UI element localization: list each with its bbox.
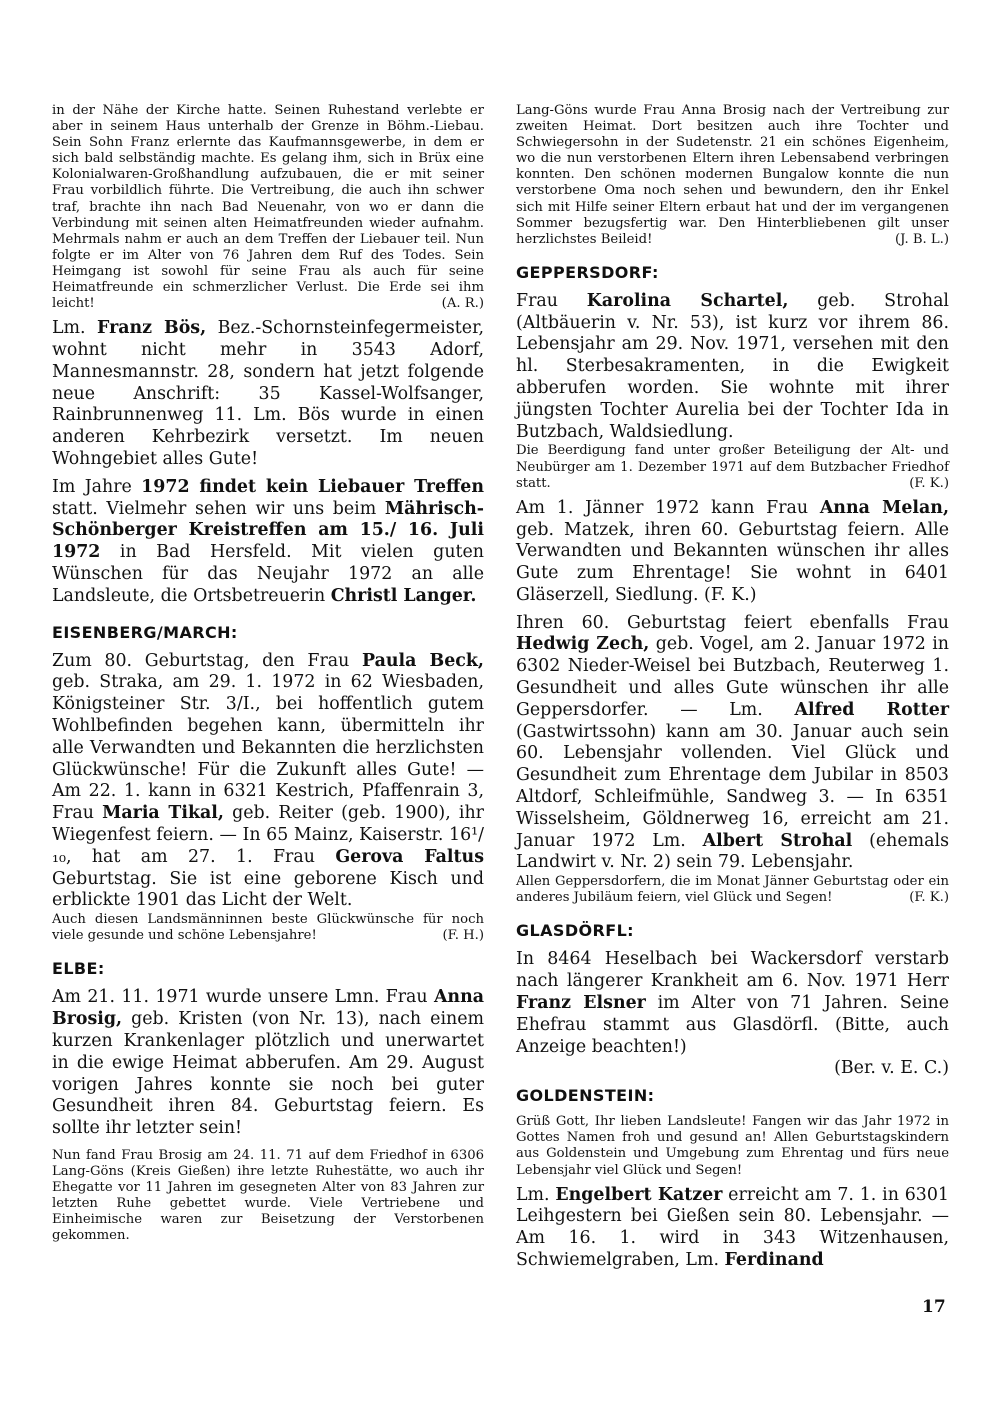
schartel-burial-note: Die Beerdigung fand unter großer Beteiligung der Alt- und Neubürger am 1. Dezember 1971 auf dem Butzbacher Friedhof statt. (F. K.) — [516, 443, 949, 491]
section-heading-elbe: ELBE: — [52, 959, 105, 979]
signature: (F. H.) — [442, 928, 484, 944]
notice-engelbert-katzer: Lm. Engelbert Katzer erreicht am 7. 1. in 6301 Leihgestern bei Gießen sein 80. Lebensjahr. — Am 16. 1. wird in 343 Witzenhausen, Schwiemelgraben, Lm. Ferdinand — [516, 1184, 949, 1270]
signature: (J. B. L.) — [895, 231, 949, 247]
page-number: 17 — [922, 1297, 946, 1317]
signature: (F. K.) — [909, 890, 949, 906]
brosig-burial-note: Nun fand Frau Brosig am 24. 11. 71 auf dem Friedhof in 6306 Lang-Göns (Kreis Gießen) ihre letzte Ruhestätte, wo auch ihr Ehegatte vor 11 Jahren im gesegneten Alter von 83 Jahren zur letzten Ruhe gebettet wurde. Viele Vertriebene und Einheimische waren zur Beisetzung der Verstorbenen gekommen. — [52, 1147, 484, 1244]
notice-anna-brosig: Am 21. 11. 1971 wurde unsere Lmn. Frau Anna Brosig, geb. Kristen (von Nr. 13), nach einem kurzen Krankenlager plötzlich und unerwartet in die ewige Heimat abberufen. Am 29. August vorigen Jahres konnte sie noch bei guter Gesundheit ihren 84. Geburtstag feiern. Es sollte ihr letzter sein! — [52, 987, 484, 1139]
right-column — [516, 103, 949, 1272]
notice-franz-elsner: In 8464 Heselbach bei Wackersdorf verstarb nach längerer Krankheit am 6. Nov. 1971 Herr Franz Elsner im Alter von 71 Jahren. Seine Ehefrau stammt aus Glasdörfl. (Bitte, auch Anzeige beachten!) (Ber. v. E. C.) — [516, 949, 949, 1079]
section-heading-goldenstein: GOLDENSTEIN: — [516, 1086, 655, 1106]
notice-geppersdorf-birthdays: Ihren 60. Geburtstag feiert ebenfalls Frau Hedwig Zech, geb. Vogel, am 2. Januar 1972 in 6302 Nieder-Weisel bei Butzbach, Reuterweg 1. Gesundheit und alles Gute wünschen ihr alle Geppersdorfer. — Lm. Alfred Rotter (Gastwirtssohn) kann am 30. Januar auch sein 60. Lebensjahr vollenden. Viel Glück und Gesundheit zum Ehrentage dem Jubilar in 8503 Altdorf, Schleifmühle, Sandweg 3. — In 6351 Wisselsheim, Göldnerweg 16, erreicht am 21. Januar 1972 Lm. Albert Strohal (ehemals Landwirt v. Nr. 2) sein 79. Lebensjahr. — [516, 612, 949, 873]
eisenberg-greeting: Auch diesen Landsmänninnen beste Glückwünsche für noch viele gesunde und schöne Lebensjahre! (F. H.) — [52, 912, 484, 944]
person-name: Franz Bös, — [97, 318, 207, 339]
notice-liebauer-treffen: Im Jahre 1972 findet kein Liebauer Treffen statt. Vielmehr sehen wir uns beim Mährisch-Schönberger Kreistreffen am 15./ 16. Juli 1972 in Bad Hersfeld. Mit vielen guten Wünschen für das Neujahr 1972 an alle Landsleute, die Ortsbetreuerin Christl Langer. — [52, 476, 484, 606]
goldenstein-greeting: Grüß Gott, Ihr lieben Landsleute! Fangen wir das Jahr 1972 in Gottes Namen froh und gesund an! Allen Geburtstagskindern aus Goldenstein und Umgebung zum Ehrentag und fürs neue Lebensjahr viel Glück und Segen! — [516, 1114, 949, 1178]
section-heading-geppersdorf: GEPPERSDORF: — [516, 262, 659, 282]
brosig-continuation: Lang-Göns wurde Frau Anna Brosig nach der Vertreibung zur zweiten Heimat. Dort besitzen auch ihre Tochter und Schwiegersohn in der Sudetenstr. 21 ein schönes Eigenheim, wo die nun verstorbenen Eltern ihren Lebensabend verbringen konnten. Den schönen modernen Bungalow konnte die nun verstorbene Oma noch sehen und bewundern, den ihr Enkel sich mit Hilfe seiner Eltern erbaut hat und der im vergangenen Sommer bezugsfertig war. Den Hinterbliebenen gilt unser herzlichstes Beileid! (J. B. L.) — [516, 103, 949, 247]
notice-karolina-schartel: Frau Karolina Schartel, geb. Strohal (Altbäuerin v. Nr. 53), ist kurz vor ihrem 86. Lebensjahr am 29. Nov. 1971, versehen mit den hl. Sterbesakramenten, in die Ewigkeit abberufen worden. Sie wohnte mit ihrer jüngsten Tochter Aurelia bei der Tochter Ida in Butzbach, Waldsiedlung. — [516, 290, 949, 442]
section-heading-glasdoerfl: GLASDÖRFL: — [516, 921, 634, 941]
section-heading-eisenberg: EISENBERG/MARCH: — [52, 622, 238, 642]
geppersdorf-greeting: Allen Geppersdorfern, die im Monat Jänner Geburtstag oder ein anderes Jubiläum feiern, viel Glück und Segen! (F. K.) — [516, 874, 949, 906]
signature: (A. R.) — [441, 296, 484, 312]
signature: (Ber. v. E. C.) — [834, 1058, 949, 1079]
signature: (F. K.) — [909, 475, 949, 491]
left-column — [52, 103, 484, 1244]
person-name: Christl Langer. — [330, 585, 477, 606]
obituary-continuation: in der Nähe der Kirche hatte. Seinen Ruhestand verlebte er aber in seinem Haus unterhalb der Grenze in Böhm.-Liebau. Sein Sohn Franz erlernte das Kaufmannsgewerbe, in dem er sich bald selbständig machte. Es gelang ihm, sich in Brüx eine Kolonialwaren-Großhandlung aufzubauen, die er mit seiner Frau vorbildlich führte. Die Vertreibung, die auch ihn schwer traf, brachte ihn nach Bad Neuenahr, von wo er dann die Verbindung mit seinen alten Heimatfreunden wieder aufnahm. Mehrmals nahm er auch an dem Treffen der Liebauer teil. Nun folgte er im Alter von 76 Jahren dem Ruf des Todes. Sein Heimgang ist sowohl für seine Frau als auch für seine Heimatfreunde ein schmerzlicher Verlust. Die Erde sei ihm leicht! (A. R.) — [52, 103, 484, 312]
notice-anna-melan: Am 1. Jänner 1972 kann Frau Anna Melan, geb. Matzek, ihren 60. Geburtstag feiern. Alle Verwandten und Bekannten wünschen ihr alles Gute zum Ehrentage! Sie wohnt in 6401 Gläserzell, Siedlung. (F. K.) — [516, 497, 949, 605]
notice-eisenberg-birthdays: Zum 80. Geburtstag, den Frau Paula Beck, geb. Straka, am 29. 1. 1972 in 62 Wiesbaden, Königsteiner Str. 3/I., bei hoffentlich gutem Wohlbefinden begehen kann, übermitteln ihr alle Verwandten und Bekannten die herzlichsten Glückwünsche! Für die Zukunft alles Gute! — Am 22. 1. kann in 6321 Kestrich, Pfaffenrain 3, Frau Maria Tikal, geb. Reiter (geb. 1900), ihr Wiegenfest feiern. — In 65 Mainz, Kaiserstr. 16¹/₁₀, hat am 27. 1. Frau Gerova Faltus Geburtstag. Sie ist eine geborene Kisch und erblickte 1901 das Licht der Welt. — [52, 650, 484, 911]
notice-franz-boes: Lm. Franz Bös, Bez.-Schornsteinfegermeister, wohnt nicht mehr in 3543 Adorf, Mannesmannstr. 28, sondern hat jetzt folgende neue Anschrift: 35 Kassel-Wolfsanger, Rainbrunnenweg 11. Lm. Bös wurde in einen anderen Kehrbezirk versetzt. Im neuen Wohngebiet alles Gute! — [52, 318, 484, 469]
